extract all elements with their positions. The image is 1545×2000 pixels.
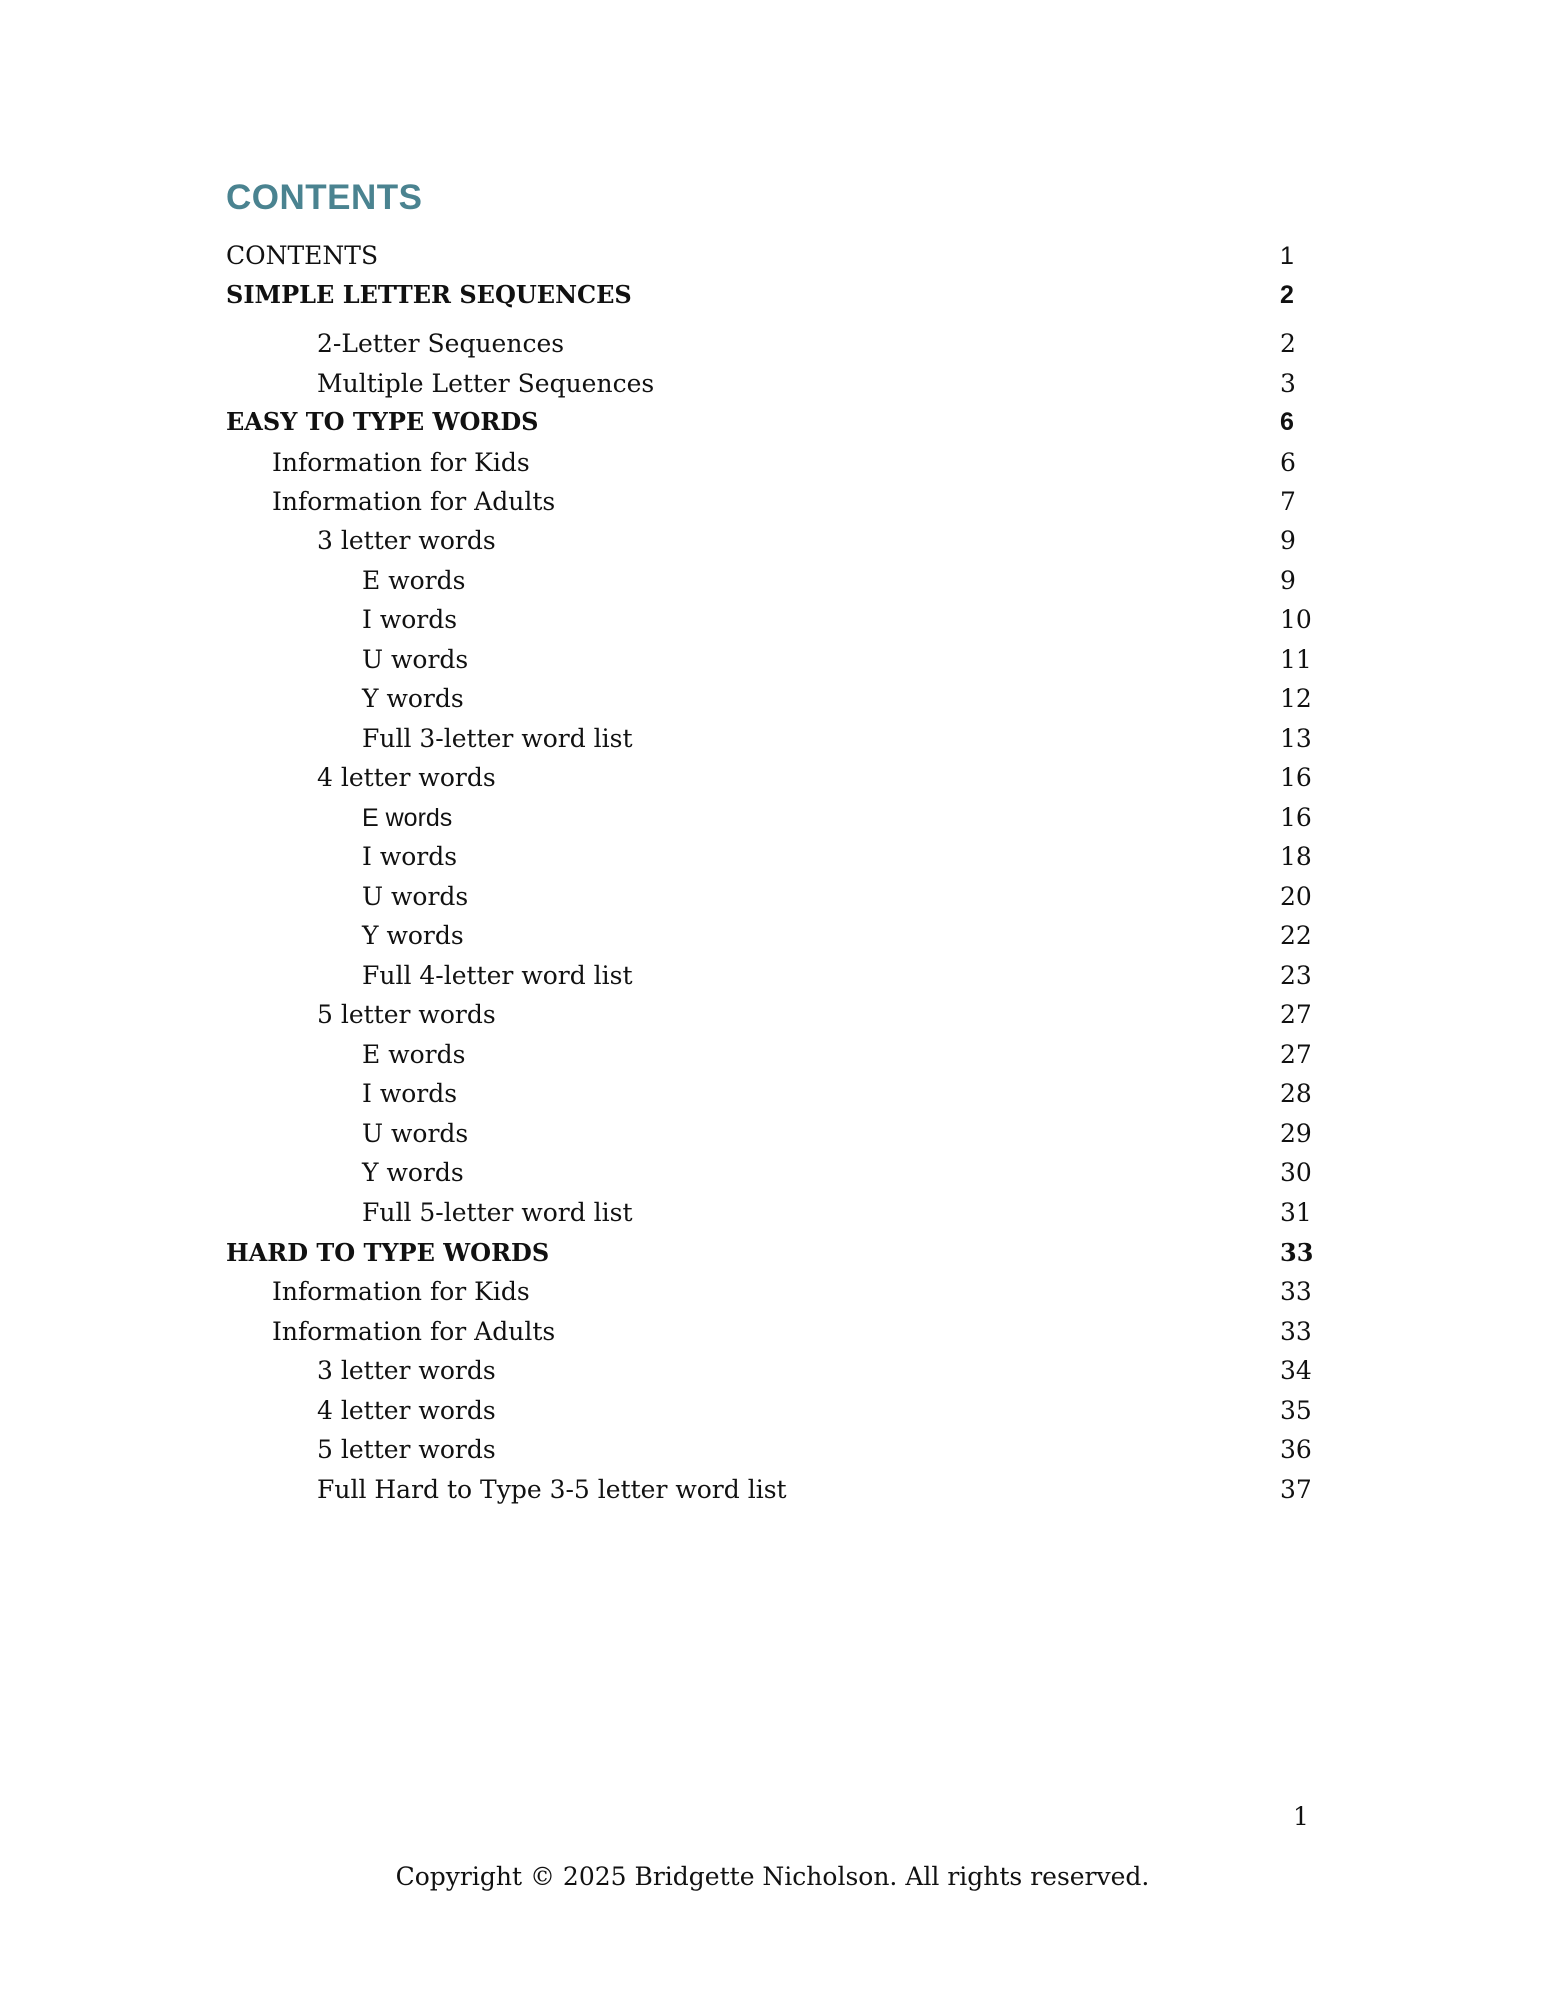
toc-entry-i-words[interactable] [0, 1074, 1545, 1114]
toc-entry-i-words[interactable] [0, 837, 1545, 877]
toc-entry-page: 6 [1280, 448, 1296, 477]
toc-entry-2-letter-sequences[interactable] [0, 324, 1545, 364]
toc-entry-page: 22 [1280, 921, 1312, 950]
toc-entry-label: Multiple Letter Sequences [317, 369, 655, 398]
toc-entry-label: Full Hard to Type 3-5 letter word list [317, 1475, 787, 1504]
toc-entry-label: E words [362, 804, 453, 832]
toc-entry-label: I words [362, 605, 458, 634]
toc-entry-label: Information for Adults [272, 487, 556, 516]
toc-entry-label: 5 letter words [317, 1000, 496, 1029]
toc-entry-page: 2 [1280, 329, 1296, 358]
toc-entry-u-words[interactable] [0, 640, 1545, 680]
toc-entry-full-5-letter-word-list[interactable] [0, 1193, 1545, 1233]
toc-entry-page: 13 [1280, 724, 1312, 753]
toc-entry-label: Full 3-letter word list [362, 724, 633, 753]
toc-entry-full-4-letter-word-list[interactable] [0, 956, 1545, 996]
toc-entry-label: 4 letter words [317, 763, 496, 792]
toc-entry-page: 30 [1280, 1158, 1312, 1187]
toc-entry-page: 34 [1280, 1356, 1312, 1385]
toc-entry-e-words[interactable] [0, 798, 1545, 838]
toc-entry-contents[interactable] [0, 236, 1545, 276]
toc-entry-3-letter-words[interactable] [0, 521, 1545, 561]
toc-entry-page: 9 [1280, 566, 1296, 595]
toc-entry-information-for-kids[interactable] [0, 1272, 1545, 1312]
toc-entry-page: 18 [1280, 842, 1312, 871]
toc-entry-label: Information for Adults [272, 1317, 556, 1346]
toc-entry-label: U words [362, 645, 469, 674]
toc-entry-label: U words [362, 1119, 469, 1148]
toc-entry-page: 33 [1280, 1317, 1312, 1346]
toc-entry-label: 4 letter words [317, 1396, 496, 1425]
toc-entry-label: EASY TO TYPE WORDS [226, 407, 539, 436]
toc-entry-page: 16 [1280, 803, 1312, 832]
toc-entry-y-words[interactable] [0, 679, 1545, 719]
copyright-notice: Copyright © 2025 Bridgette Nicholson. All rights reserved. [395, 1862, 1150, 1891]
toc-entry-page: 2 [1280, 281, 1294, 309]
toc-entry-y-words[interactable] [0, 916, 1545, 956]
toc-entry-page: 7 [1280, 487, 1296, 516]
toc-entry-page: 6 [1280, 408, 1294, 436]
toc-entry-3-letter-words[interactable] [0, 1351, 1545, 1391]
toc-entry-5-letter-words[interactable] [0, 1430, 1545, 1470]
toc-entry-page: 11 [1280, 645, 1312, 674]
toc-entry-page: 20 [1280, 882, 1312, 911]
toc-entry-label: E words [362, 1040, 466, 1069]
toc-entry-page: 16 [1280, 763, 1312, 792]
toc-entry-information-for-adults[interactable] [0, 482, 1545, 522]
toc-entry-information-for-adults[interactable] [0, 1312, 1545, 1352]
toc-entry-hard-to-type-words[interactable] [0, 1233, 1545, 1273]
toc-entry-simple-letter-sequences[interactable] [0, 275, 1545, 315]
toc-entry-page: 27 [1280, 1000, 1312, 1029]
toc-entry-label: 3 letter words [317, 526, 496, 555]
toc-entry-label: 5 letter words [317, 1435, 496, 1464]
toc-entry-page: 12 [1280, 684, 1312, 713]
toc-entry-page: 28 [1280, 1079, 1312, 1108]
toc-entry-page: 3 [1280, 369, 1296, 398]
toc-entry-label: Information for Kids [272, 448, 530, 477]
toc-entry-e-words[interactable] [0, 1035, 1545, 1075]
toc-entry-page: 27 [1280, 1040, 1312, 1069]
toc-entry-information-for-kids[interactable] [0, 443, 1545, 483]
toc-entry-label: SIMPLE LETTER SEQUENCES [226, 280, 632, 309]
toc-entry-label: Information for Kids [272, 1277, 530, 1306]
toc-entry-page: 9 [1280, 526, 1296, 555]
toc-entry-label: I words [362, 842, 458, 871]
toc-entry-page: 33 [1280, 1238, 1314, 1267]
toc-entry-label: Full 5-letter word list [362, 1198, 633, 1227]
toc-entry-label: I words [362, 1079, 458, 1108]
toc-entry-label: 2-Letter Sequences [317, 329, 565, 358]
toc-entry-page: 37 [1280, 1475, 1312, 1504]
toc-entry-4-letter-words[interactable] [0, 758, 1545, 798]
toc-entry-label: HARD TO TYPE WORDS [226, 1238, 550, 1267]
toc-entry-e-words[interactable] [0, 561, 1545, 601]
toc-entry-4-letter-words[interactable] [0, 1391, 1545, 1431]
toc-entry-easy-to-type-words[interactable] [0, 402, 1545, 442]
toc-entry-5-letter-words[interactable] [0, 995, 1545, 1035]
toc-entry-y-words[interactable] [0, 1153, 1545, 1193]
toc-entry-u-words[interactable] [0, 1114, 1545, 1154]
toc-entry-label: Y words [362, 1158, 464, 1187]
toc-entry-label: Y words [362, 684, 464, 713]
toc-entry-multiple-letter-sequences[interactable] [0, 364, 1545, 404]
toc-entry-label: E words [362, 566, 466, 595]
toc-entry-page: 36 [1280, 1435, 1312, 1464]
toc-entry-label: 3 letter words [317, 1356, 496, 1385]
toc-entry-page: 31 [1280, 1198, 1312, 1227]
toc-entry-page: 10 [1280, 605, 1312, 634]
toc-entry-label: Y words [362, 921, 464, 950]
page-number: 1 [1293, 1802, 1309, 1831]
toc-entry-u-words[interactable] [0, 877, 1545, 917]
toc-entry-page: 35 [1280, 1396, 1312, 1425]
toc-entry-i-words[interactable] [0, 600, 1545, 640]
toc-entry-full-hard-to-type-word-list[interactable] [0, 1470, 1545, 1510]
toc-entry-page: 33 [1280, 1277, 1312, 1306]
toc-entry-page: 1 [1280, 242, 1294, 270]
toc-entry-full-3-letter-word-list[interactable] [0, 719, 1545, 759]
toc-entry-label: U words [362, 882, 469, 911]
toc-entry-page: 23 [1280, 961, 1312, 990]
toc-entry-label: Full 4-letter word list [362, 961, 633, 990]
page-title: CONTENTS [226, 178, 423, 217]
toc-entry-label: CONTENTS [226, 241, 379, 270]
toc-entry-page: 29 [1280, 1119, 1312, 1148]
